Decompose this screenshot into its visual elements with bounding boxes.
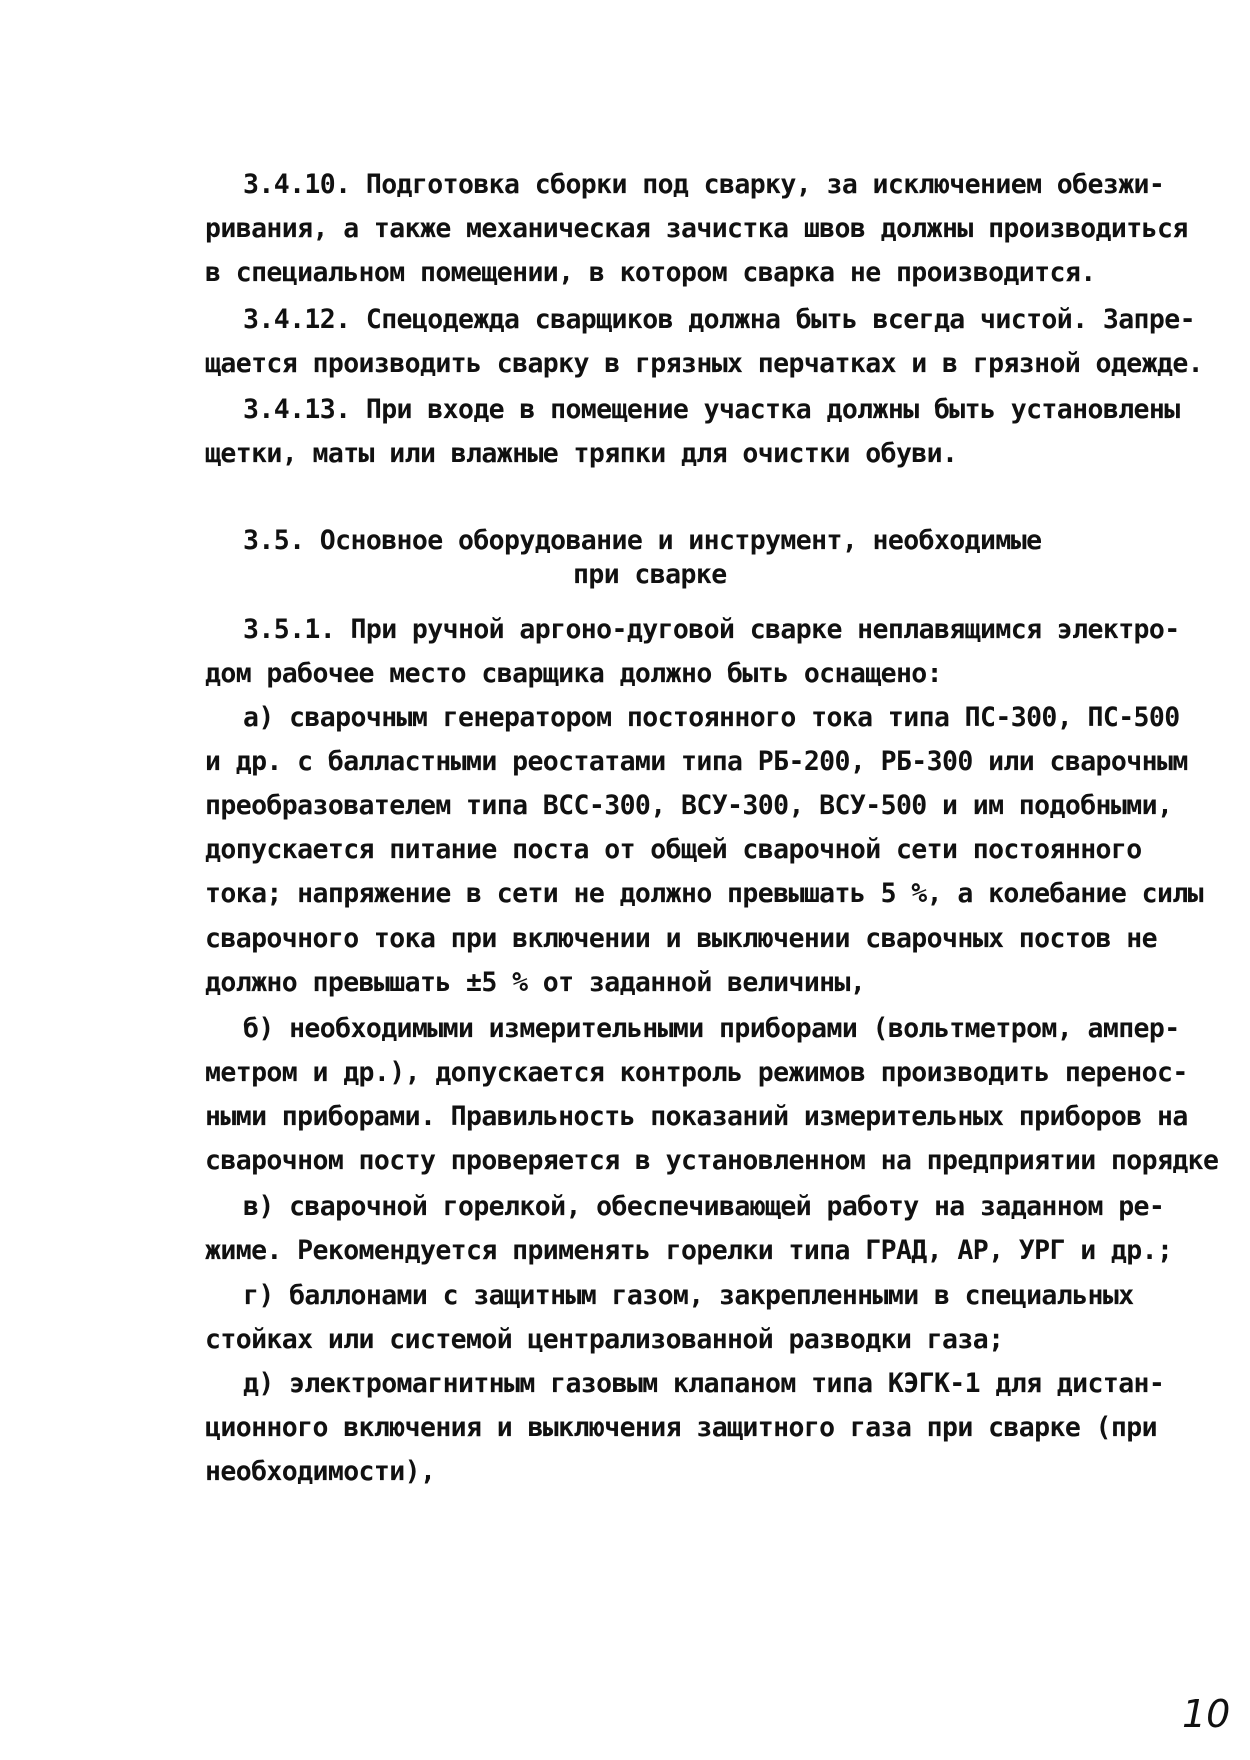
paragraph-3-4-13-line-2: щетки, маты или влажные тряпки для очистки обуви. [205,438,958,469]
item-a-line-7: должно превышать ±5 % от заданной величины, [205,967,866,998]
paragraph-3-4-13-line-1: 3.4.13. При входе в помещение участка должны быть установлены [243,394,1180,425]
paragraph-3-4-12-line-2: щается производить сварку в грязных перчатках и в грязной одежде. [205,348,1204,379]
item-b-line-1: б) необходимыми измерительными приборами (вольтметром, ампер- [243,1013,1180,1044]
item-v-line-2: жиме. Рекомендуется применять горелки типа ГРАД, АР, УРГ и др.; [205,1235,1173,1266]
item-b-line-2: метром и др.), допускается контроль режимов производить перенос- [205,1057,1188,1088]
item-b-line-4: сварочном посту проверяется в установленном на предприятии порядке [205,1145,1219,1176]
item-a-line-1: а) сварочным генератором постоянного тока типа ПС-300, ПС-500 [243,702,1180,733]
paragraph-3-4-12-line-1: 3.4.12. Спецодежда сварщиков должна быть всегда чистой. Запре- [243,304,1195,335]
paragraph-3-4-10-line-1: 3.4.10. Подготовка сборки под сварку, за исключением обезжи- [243,169,1165,200]
paragraph-3-5-1-line-1: 3.5.1. При ручной аргоно-дуговой сварке неплавящимся электро- [243,614,1180,645]
item-g-line-2: стойках или системой централизованной разводки газа; [205,1324,1004,1355]
section-3-5-title-line-2: при сварке [573,559,727,590]
item-a-line-6: сварочного тока при включении и выключении сварочных постов не [205,923,1157,954]
item-d-line-3: необходимости), [205,1456,436,1487]
paragraph-3-4-10-line-2: ривания, а также механическая зачистка швов должны производиться [205,213,1188,244]
page-number: 10 [1182,1692,1231,1736]
item-d-line-2: ционного включения и выключения защитного газа при сварке (при [205,1412,1157,1443]
paragraph-3-5-1-line-2: дом рабочее место сварщика должно быть оснащено: [205,658,943,689]
item-v-line-1: в) сварочной горелкой, обеспечивающей работу на заданном ре- [243,1191,1165,1222]
item-a-line-4: допускается питание поста от общей сварочной сети постоянного [205,834,1142,865]
section-3-5-title-line-1: 3.5. Основное оборудование и инструмент, необходимые [243,525,1042,556]
item-a-line-5: тока; напряжение в сети не должно превышать 5 %, а колебание силы [205,878,1204,909]
item-g-line-1: г) баллонами с защитным газом, закрепленными в специальных [243,1280,1134,1311]
item-b-line-3: ными приборами. Правильность показаний измерительных приборов на [205,1101,1188,1132]
paragraph-3-4-10-line-3: в специальном помещении, в котором сварка не производится. [205,257,1096,288]
item-d-line-1: д) электромагнитным газовым клапаном типа КЭГК-1 для дистан- [243,1368,1165,1399]
item-a-line-3: преобразователем типа ВСС-300, ВСУ-300, ВСУ-500 и им подобными, [205,790,1173,821]
item-a-line-2: и др. с балластными реостатами типа РБ-200, РБ-300 или сварочным [205,746,1188,777]
